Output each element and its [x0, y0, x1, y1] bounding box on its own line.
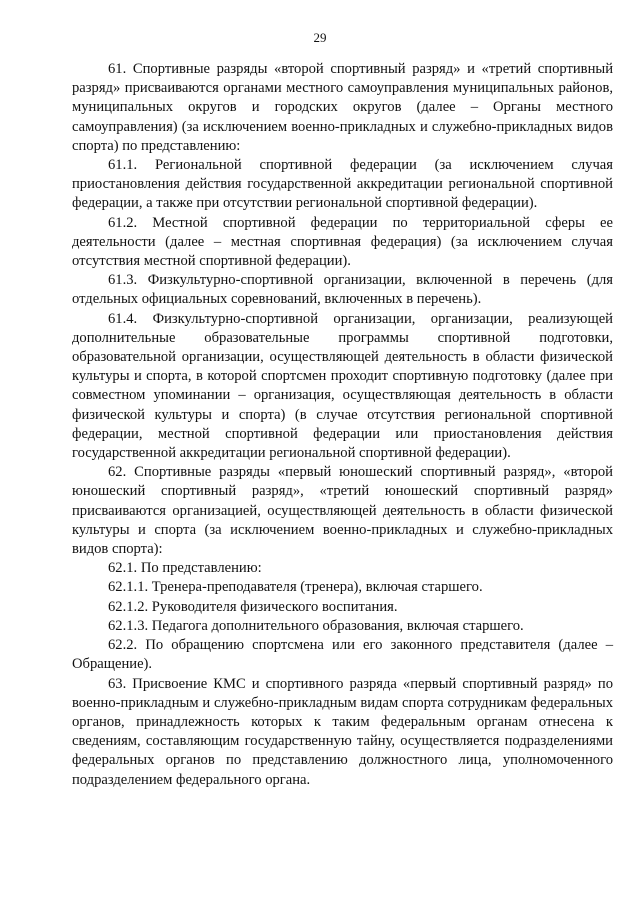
paragraph-61: 61. Спортивные разряды «второй спортивный разряд» и «третий спортивный разряд» присваиваются органами местного самоуправления муниципальных районов, муниципальных округов и городских округов (далее – Органы местного самоуправления) (за исключением военно-прикладных и служебно-прикладных видов спорта) по представлению: — [72, 61, 613, 154]
paragraph-61-1: 61.1. Региональной спортивной федерации (за исключением случая приостановления действия государственной аккредитации региональной спортивной федерации, а также при отсутствии региональной спортивной федерации). — [72, 157, 613, 212]
page-number: 29 — [313, 30, 327, 45]
paragraph-63: 63. Присвоение КМС и спортивного разряда «первый спортивный разряд» по военно-прикладным и служебно-прикладным видам спорта сотрудникам федеральных органов, принадлежность которых к таким федеральным органам отнесена к сведениям, составляющим государственную тайну, осуществляется подразделениями федеральных органов по представлению должностного лица, уполномоченного подразделением федерального органа. — [72, 675, 613, 788]
paragraph-61-3: 61.3. Физкультурно-спортивной организации, включенной в перечень (для отдельных официальных соревнований, включенных в перечень). — [72, 272, 613, 308]
paragraph-62-1-1: 62.1.1. Тренера-преподавателя (тренера), включая старшего. — [108, 579, 483, 596]
paragraph-62-1: 62.1. По представлению: — [108, 560, 262, 577]
paragraph-61-4: 61.4. Физкультурно-спортивной организации, организации, реализующей дополнительные образовательные программы спортивной подготовки, образовательной организации, осуществляющей деятельность в области физической культуры и спорта, в которой спортсмен проходит спортивную подготовку (далее при совместном упоминании – организация, осуществляющая деятельность в области физической культуры и спорта) (в случае отсутствия региональной спортивной федерации, местной спортивной федерации или приостановления действия государственной аккредитации региональной спортивной федерации). — [72, 310, 613, 462]
paragraph-62-1-3: 62.1.3. Педагога дополнительного образования, включая старшего. — [108, 617, 524, 634]
paragraph-62-1-2: 62.1.2. Руководителя физического воспитания. — [108, 598, 398, 615]
paragraph-61-2: 61.2. Местной спортивной федерации по территориальной сферы ее деятельности (далее – местная спортивная федерация) (за исключением случая отсутствия местной спортивной федерации). — [72, 214, 613, 270]
paragraph-62: 62. Спортивные разряды «первый юношеский спортивный разряд», «второй юношеский спортивный разряд», «третий юношеский спортивный разряд» присваиваются организацией, осуществляющей деятельность в области физической культуры и спорта (за исключением военно-прикладных и служебно-прикладных видов спорта): — [72, 464, 613, 558]
paragraph-62-2: 62.2. По обращению спортсмена или его законного представителя (далее – Обращение). — [72, 637, 613, 673]
document-body — [72, 60, 613, 790]
